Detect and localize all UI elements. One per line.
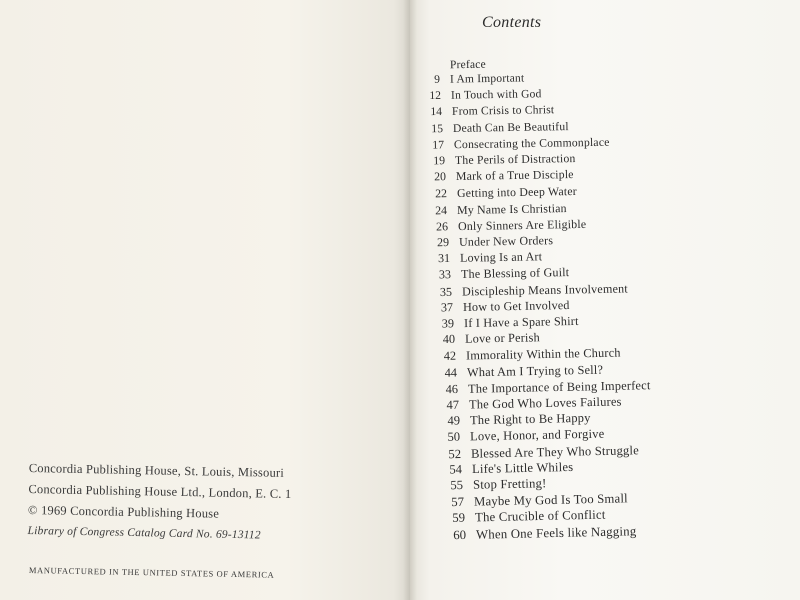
toc-page-number: 31 xyxy=(438,251,451,266)
toc-page-number: 55 xyxy=(450,477,464,493)
toc-page-number: 47 xyxy=(446,397,459,412)
toc-page-number: 20 xyxy=(433,170,446,184)
toc-page-number: 17 xyxy=(431,138,444,152)
toc-entry xyxy=(430,103,555,120)
toc-page-number: 42 xyxy=(443,349,456,364)
toc-entry-title: Stop Fretting! xyxy=(473,476,547,492)
toc-page-number: 59 xyxy=(452,511,466,526)
toc-entry xyxy=(437,233,554,250)
toc-page-number: 46 xyxy=(445,381,458,397)
toc-page-number: 22 xyxy=(434,186,447,201)
toc-entry-title: Preface xyxy=(449,58,486,72)
toc-page-number: 37 xyxy=(440,299,454,315)
toc-entry-preface xyxy=(450,58,486,73)
toc-entry-title: Consecrating the Commonplace xyxy=(453,135,610,152)
toc-entry-title: Only Sinners Are Eligible xyxy=(458,216,587,233)
toc-entry-title: If I Have a Spare Shirt xyxy=(463,313,579,331)
toc-entry-title: The God Who Loves Failures xyxy=(468,394,622,412)
toc-entry-title: Death Can Be Beautiful xyxy=(452,119,569,135)
toc-entry xyxy=(434,71,525,86)
toc-page-number: 44 xyxy=(444,365,457,380)
toc-entry-title: Loving Is an Art xyxy=(460,249,543,265)
toc-page-number: 54 xyxy=(449,462,463,477)
toc-entry-title: Maybe My God Is Too Small xyxy=(473,491,629,509)
toc-page-number: 57 xyxy=(451,495,465,510)
publisher-uk: Concordia Publishing House Ltd., London, E. C. 1 xyxy=(28,481,292,502)
toc-entry xyxy=(446,394,622,412)
toc-entry xyxy=(433,168,574,184)
toc-entry-title: Getting into Deep Water xyxy=(456,184,577,201)
copyright-notice: © 1969 Concordia Publishing House xyxy=(27,502,220,521)
toc-entry-title: The Blessing of Guilt xyxy=(460,265,570,282)
toc-entry-title: Love, Honor, and Forgive xyxy=(470,427,605,444)
toc-entry-title: The Importance of Being Imperfect xyxy=(467,377,651,396)
toc-page-number: 29 xyxy=(437,235,450,250)
toc-entry xyxy=(443,345,621,364)
toc-entry xyxy=(446,410,591,428)
toc-entry-title: My Name Is Christian xyxy=(457,200,568,217)
toc-entry xyxy=(441,313,579,331)
toc-page-number: 14 xyxy=(430,105,442,119)
toc-entry xyxy=(451,491,629,510)
catalog-card-number: Library of Congress Catalog Card No. 69-13112 xyxy=(27,524,261,542)
toc-page-number: 26 xyxy=(436,219,449,234)
toc-entry-title: Love or Perish xyxy=(464,330,540,346)
toc-entry xyxy=(434,184,577,201)
toc-page-number: 33 xyxy=(438,267,452,282)
toc-entry xyxy=(431,135,610,153)
toc-entry-title: In Touch with God xyxy=(450,88,542,102)
toc-entry-title: The Right to Be Happy xyxy=(469,410,591,428)
toc-entry-title: Under New Orders xyxy=(459,233,554,249)
toc-entry xyxy=(453,523,637,542)
toc-entry xyxy=(438,249,543,266)
toc-entry-title: From Crisis to Christ xyxy=(451,103,555,119)
toc-page-number: 19 xyxy=(432,154,445,168)
toc-entry-title: I Am Important xyxy=(449,72,525,86)
toc-entry xyxy=(435,200,568,217)
toc-entry-title: Blessed Are They Who Struggle xyxy=(471,442,640,461)
toc-entry-title: What Am I Trying to Sell? xyxy=(466,362,603,379)
toc-entry-title: The Perils of Distraction xyxy=(454,151,576,168)
toc-entry xyxy=(449,459,574,477)
toc-entry-title: How to Get Involved xyxy=(462,297,570,314)
toc-page-number: 24 xyxy=(435,202,448,217)
toc-page-number: 9 xyxy=(434,73,441,86)
toc-entry-title: Immorality Within the Church xyxy=(465,345,621,363)
toc-entry xyxy=(431,119,569,136)
toc-page-number: 52 xyxy=(448,446,462,461)
toc-entry xyxy=(432,151,576,168)
contents-title: Contents xyxy=(482,14,542,31)
toc-page-number: 60 xyxy=(453,527,467,542)
toc-entry xyxy=(447,427,605,445)
publisher-us: Concordia Publishing House, St. Louis, Missouri xyxy=(28,460,285,480)
toc-entry xyxy=(445,377,651,397)
toc-entry xyxy=(450,476,547,493)
toc-entry xyxy=(448,442,640,461)
toc-entry xyxy=(452,507,606,526)
toc-entry-title: The Crucible of Conflict xyxy=(474,507,606,525)
toc-entry xyxy=(442,330,540,347)
toc-entry xyxy=(439,281,629,299)
toc-entry xyxy=(438,265,570,282)
toc-entry-title: Discipleship Means Involvement xyxy=(461,281,629,299)
toc-page-number: 12 xyxy=(429,90,441,103)
toc-page-number: 50 xyxy=(447,429,461,445)
manufactured-notice: MANUFACTURED IN THE UNITED STATES OF AMERICA xyxy=(28,565,275,580)
toc-entry xyxy=(436,216,587,234)
toc-entry-title: When One Feels like Nagging xyxy=(475,523,637,542)
toc-page-number: 15 xyxy=(431,121,443,135)
toc-page-number: 35 xyxy=(439,284,453,299)
toc-entry xyxy=(444,362,603,380)
toc-page-number: 40 xyxy=(442,332,456,347)
toc-entry-title: Life's Little Whiles xyxy=(472,459,574,476)
toc-page-number: 49 xyxy=(446,413,460,428)
toc-entry xyxy=(429,87,542,103)
toc-page-number: 39 xyxy=(441,316,455,331)
toc-entry-title: Mark of a True Disciple xyxy=(455,168,574,184)
toc-entry xyxy=(440,297,570,315)
